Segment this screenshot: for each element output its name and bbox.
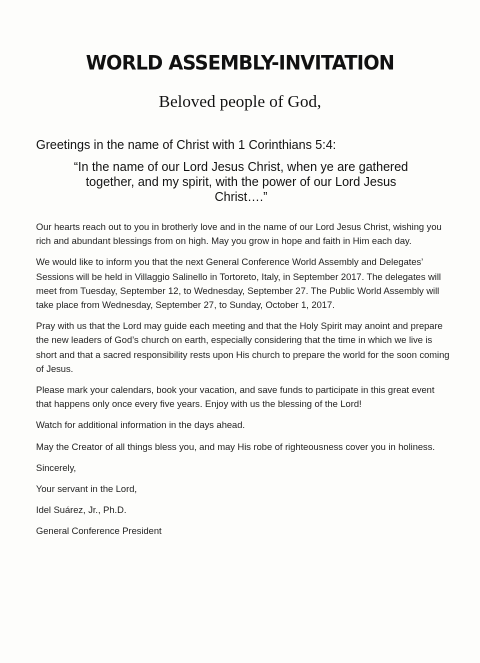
closing: Sincerely, [36, 462, 77, 473]
paragraph-watch: Watch for additional information in the days ahead. [36, 420, 245, 431]
paragraph-assembly-dates: We would like to inform you that the next General Conference World Assembly and Delegates’ Sessions will be held in Villaggio Salinello in Tortoreto, Italy, in September 2017. The delegates will meet from Tuesday, September 12, to Wednesday, September 27. The Public World Assembly will take place from Wednesday, September 27, to Sunday, October 1, 2017. [36, 257, 441, 311]
letter-body [36, 220, 450, 546]
letter-title: WORLD ASSEMBLY-INVITATION [85, 51, 395, 75]
verse-line: “In the name of our Lord Jesus Christ, when ye are gathered [73, 160, 409, 174]
paragraph-blessing: Our hearts reach out to you in brotherly love and in the name of our Lord Jesus Christ, wishing you rich and abundant blessings from on high. May you grow in hope and faith in Him each day. [36, 222, 442, 247]
signature-position: General Conference President [36, 526, 162, 537]
paragraph-calendar: Please mark your calendars, book your vacation, and save funds to participate in this great event that happens only once every five years. Enjoy with us the blessing of the Lord! [36, 385, 435, 410]
verse-line: Christ….” [214, 190, 268, 204]
bible-verse [60, 160, 422, 205]
paragraph-prayer: Pray with us that the Lord may guide each meeting and that the Holy Spirit may anoint and prepare the new leaders of God’s church on earth, especially considering that the time in which we live is short and that a sacred responsibility rests upon His church to prepare the world for the soon coming of Jesus. [36, 321, 450, 374]
signature-name: Idel Suárez, Jr., Ph.D. [36, 505, 127, 516]
greeting: Greetings in the name of Christ with 1 Corinthians 5:4: [36, 138, 337, 152]
signature-line: Your servant in the Lord, [36, 484, 137, 495]
paragraph-benediction: May the Creator of all things bless you, and may His robe of righteousness cover you in holiness. [36, 441, 435, 452]
salutation: Beloved people of God, [158, 92, 322, 111]
signature-block [36, 482, 450, 539]
verse-line: together, and my spirit, with the power of our Lord Jesus [85, 175, 397, 189]
